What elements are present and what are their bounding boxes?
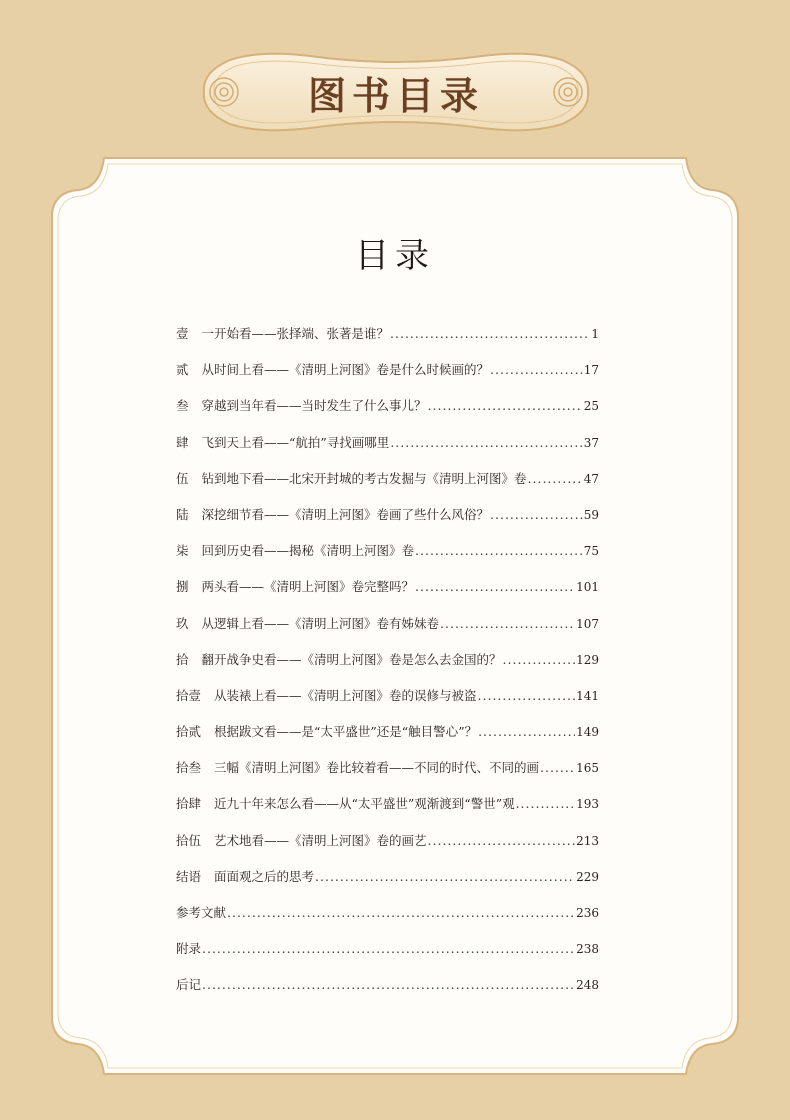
toc-entry-number: 叁 [176,398,189,414]
toc-entry-page: 141 [576,688,599,703]
toc-entry-page: 1 [591,327,599,341]
toc-entry[interactable] [176,577,599,613]
toc-entry-title: 近九十年来怎么看——从“太平盛世”观渐渡到“警世”观 [214,796,515,812]
toc-entry-page: 25 [583,399,599,414]
toc-entry-title: 穿越到当年看——当时发生了什么事儿？ [201,398,427,414]
toc-entry[interactable] [176,614,599,650]
toc-entry[interactable] [176,433,599,469]
toc-entry-number: 拾贰 [176,724,202,740]
dot-leader [440,616,575,631]
toc-entry-page: 107 [576,616,599,631]
toc-entry-page: 101 [576,580,599,595]
toc-entry[interactable] [176,903,599,939]
toc-entry-page: 149 [576,725,599,740]
toc-entry-page: 248 [576,978,599,993]
toc-entry-page: 238 [576,942,599,957]
toc-entry-title: 钻到地下看——北宋开封城的考古发掘与《清明上河图》卷 [201,470,527,486]
dot-leader [490,362,583,377]
toc-entry-number: 拾壹 [176,687,202,703]
toc-entry-title: 附录 [176,941,202,957]
toc-entry[interactable] [176,975,599,1011]
dot-leader [490,507,583,522]
dot-leader [315,869,575,884]
toc-entry-number: 捌 [176,579,189,595]
toc-entry[interactable] [176,686,599,722]
toc-entry[interactable] [176,360,599,396]
toc-entry-number: 肆 [176,434,189,450]
toc-entry-number: 柒 [176,543,189,559]
dot-leader [503,652,576,667]
toc-entry-title: 飞到天上看——“航拍”寻找画哪里 [201,434,390,450]
toc-entry-page: 129 [576,652,599,667]
dot-leader [202,941,575,956]
dot-leader [415,543,583,558]
toc-entry-number: 壹 [176,326,189,341]
dot-leader [415,579,575,594]
toc-entry-page: 193 [576,797,599,812]
dot-leader [428,833,576,848]
toc-entry-title: 深挖细节看——《清明上河图》卷画了些什么风俗？ [201,506,490,522]
toc-entry[interactable] [176,939,599,975]
toc-entry-page: 165 [576,761,599,776]
dot-leader [227,905,575,920]
toc-entry-number: 结语 [176,868,202,884]
toc-entry-title: 后记 [176,977,202,993]
dot-leader [528,471,583,486]
dot-leader [428,398,583,413]
toc-entry-title: 回到历史看——揭秘《清明上河图》卷 [201,543,415,559]
toc-entry[interactable] [176,650,599,686]
dot-leader [478,724,575,739]
table-of-contents [176,324,599,1012]
toc-entry[interactable] [176,831,599,867]
toc-entry[interactable] [176,505,599,541]
toc-entry-number: 拾 [176,651,189,667]
toc-entry-number: 陆 [176,506,189,522]
banner-title: 图书目录 [307,72,484,118]
toc-entry-page: 17 [583,363,599,378]
toc-entry-page: 213 [576,833,599,848]
toc-entry-page: 59 [583,507,599,522]
toc-entry-title: 参考文献 [176,905,227,920]
toc-entry-number: 拾叁 [176,760,202,776]
toc-entry-number: 贰 [176,362,189,378]
toc-entry[interactable] [176,758,599,794]
toc-entry[interactable] [176,541,599,577]
dot-leader [516,796,576,811]
toc-entry-title: 三幅《清明上河图》卷比较着看——不同的时代、不同的画 [214,760,540,776]
dot-leader [202,977,575,992]
toc-entry[interactable] [176,469,599,505]
toc-entry[interactable] [176,396,599,432]
toc-entry[interactable] [176,794,599,830]
toc-entry-page: 236 [576,906,599,920]
dot-leader [390,326,590,341]
toc-entry-title: 艺术地看——《清明上河图》卷的画艺 [214,832,427,848]
toc-entry-title: 翻开战争史看——《清明上河图》卷是怎么去金国的？ [201,651,502,667]
toc-entry-title: 从装裱上看——《清明上河图》卷的误修与被盗 [214,687,477,703]
toc-heading: 目录 [355,236,435,276]
header-banner [200,46,592,138]
toc-entry[interactable] [176,324,599,360]
toc-entry[interactable] [176,722,599,758]
toc-entry-number: 玖 [176,615,189,631]
toc-entry-title: 从时间上看——《清明上河图》卷是什么时候画的？ [201,362,490,378]
dot-leader [540,760,575,775]
toc-entry-number: 伍 [176,470,189,486]
dot-leader [390,435,582,450]
toc-entry-page: 37 [583,435,599,450]
toc-entry-page: 229 [576,869,599,884]
dot-leader [478,688,576,703]
toc-entry-title: 根据跋文看——是“太平盛世”还是“触目警心”？ [214,724,478,740]
toc-entry[interactable] [176,867,599,903]
toc-entry-page: 75 [583,544,599,559]
toc-entry-title: 从逻辑上看——《清明上河图》卷有姊妹卷 [201,615,440,631]
toc-entry-title: 一开始看——张择端、张著是谁？ [201,326,390,341]
toc-entry-page: 47 [583,471,599,486]
toc-entry-number: 拾伍 [176,832,202,848]
toc-entry-number: 拾肆 [176,796,202,812]
toc-entry-title: 面面观之后的思考 [214,868,315,884]
toc-entry-title: 两头看——《清明上河图》卷完整吗？ [201,579,415,595]
